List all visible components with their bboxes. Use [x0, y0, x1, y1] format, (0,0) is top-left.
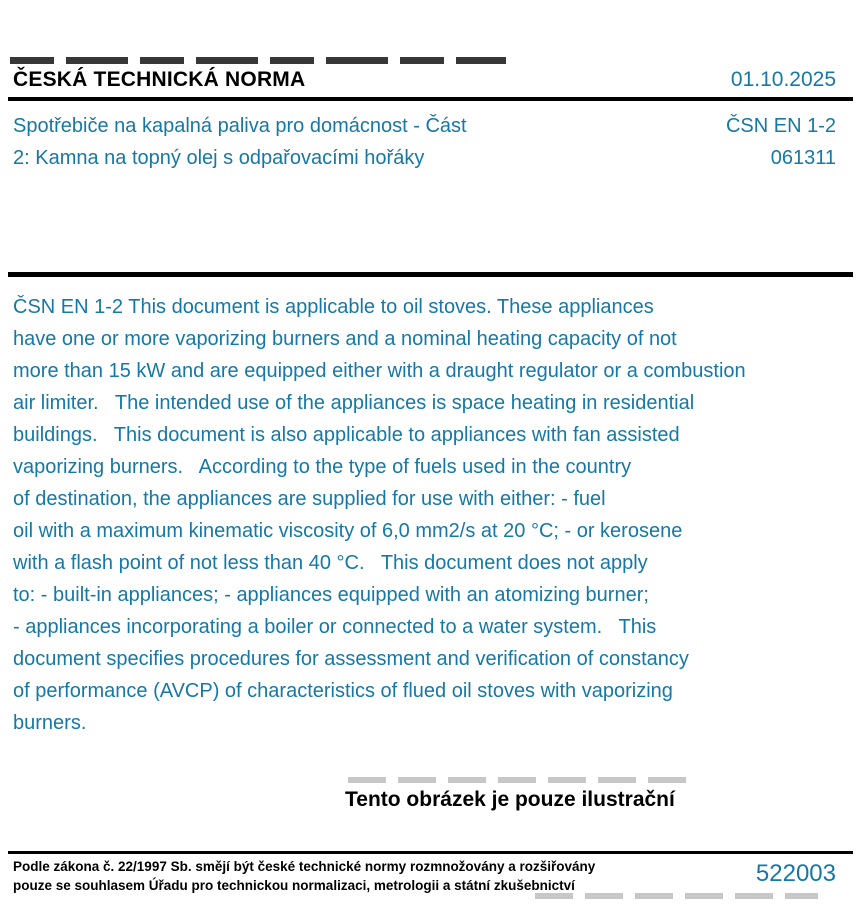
- footer-legal-line1: Podle zákona č. 22/1997 Sb. smějí být české technické normy rozmnožovány a rozšiřovány: [13, 859, 596, 874]
- standard-identifiers: [726, 110, 836, 174]
- abstract-text: [13, 291, 746, 739]
- abstract-line: oil with a maximum kinematic viscosity of 6,0 mm2/s at 20 °C; - or kerosene: [13, 520, 683, 542]
- abstract-line: more than 15 kW and are equipped either with a draught regulator or a combustion: [13, 360, 746, 382]
- page-title: ČESKÁ TECHNICKÁ NORMA: [13, 68, 306, 91]
- abstract-line: to: - built-in appliances; - appliances equipped with an atomizing burner;: [13, 584, 649, 606]
- abstract-line: vaporizing burners. According to the type of fuels used in the country: [13, 456, 632, 478]
- standard-code: ČSN EN 1-2: [725, 115, 836, 137]
- order-number: 522003: [755, 860, 836, 887]
- abstract-line: ČSN EN 1-2 This document is applicable to oil stoves. These appliances: [13, 296, 654, 318]
- header-divider: [8, 97, 853, 101]
- ghost-text-artifact-note: [348, 777, 688, 783]
- header: [13, 68, 836, 92]
- ghost-text-artifact-top: [10, 57, 506, 64]
- subject-block: [13, 110, 836, 174]
- abstract-line: burners.: [13, 712, 87, 734]
- footer-divider: [8, 851, 853, 854]
- abstract-line: buildings. This document is also applicable to appliances with fan assisted: [13, 424, 680, 446]
- abstract-line: of destination, the appliances are supplied for use with either: - fuel: [13, 488, 606, 510]
- ghost-text-artifact-bottom: [535, 893, 818, 899]
- abstract-line: document specifies procedures for assessment and verification of constancy: [13, 648, 689, 670]
- standard-class-number: 061311: [770, 147, 836, 169]
- standard-title-line1: Spotřebiče na kapalná paliva pro domácnost - Část: [13, 115, 467, 137]
- abstract-line: air limiter. The intended use of the appliances is space heating in residential: [13, 392, 695, 414]
- illustrative-note: Tento obrázek je pouze ilustrační: [345, 788, 675, 811]
- standard-title: [13, 110, 467, 174]
- section-divider: [8, 272, 853, 277]
- abstract-line: with a flash point of not less than 40 °C. This document does not apply: [13, 552, 648, 574]
- issue-date: 01.10.2025: [730, 68, 836, 91]
- abstract-line: - appliances incorporating a boiler or connected to a water system. This: [13, 616, 657, 638]
- abstract-line: have one or more vaporizing burners and a nominal heating capacity of not: [13, 328, 677, 350]
- footer-legal-text: [13, 857, 595, 895]
- footer-legal-line2: pouze se souhlasem Úřadu pro technickou normalizaci, metrologii a státní zkušebnictví: [13, 878, 575, 893]
- abstract-line: of performance (AVCP) of characteristics of flued oil stoves with vaporizing: [13, 680, 673, 702]
- standard-title-line2: 2: Kamna na topný olej s odpařovacími hořáky: [13, 147, 425, 169]
